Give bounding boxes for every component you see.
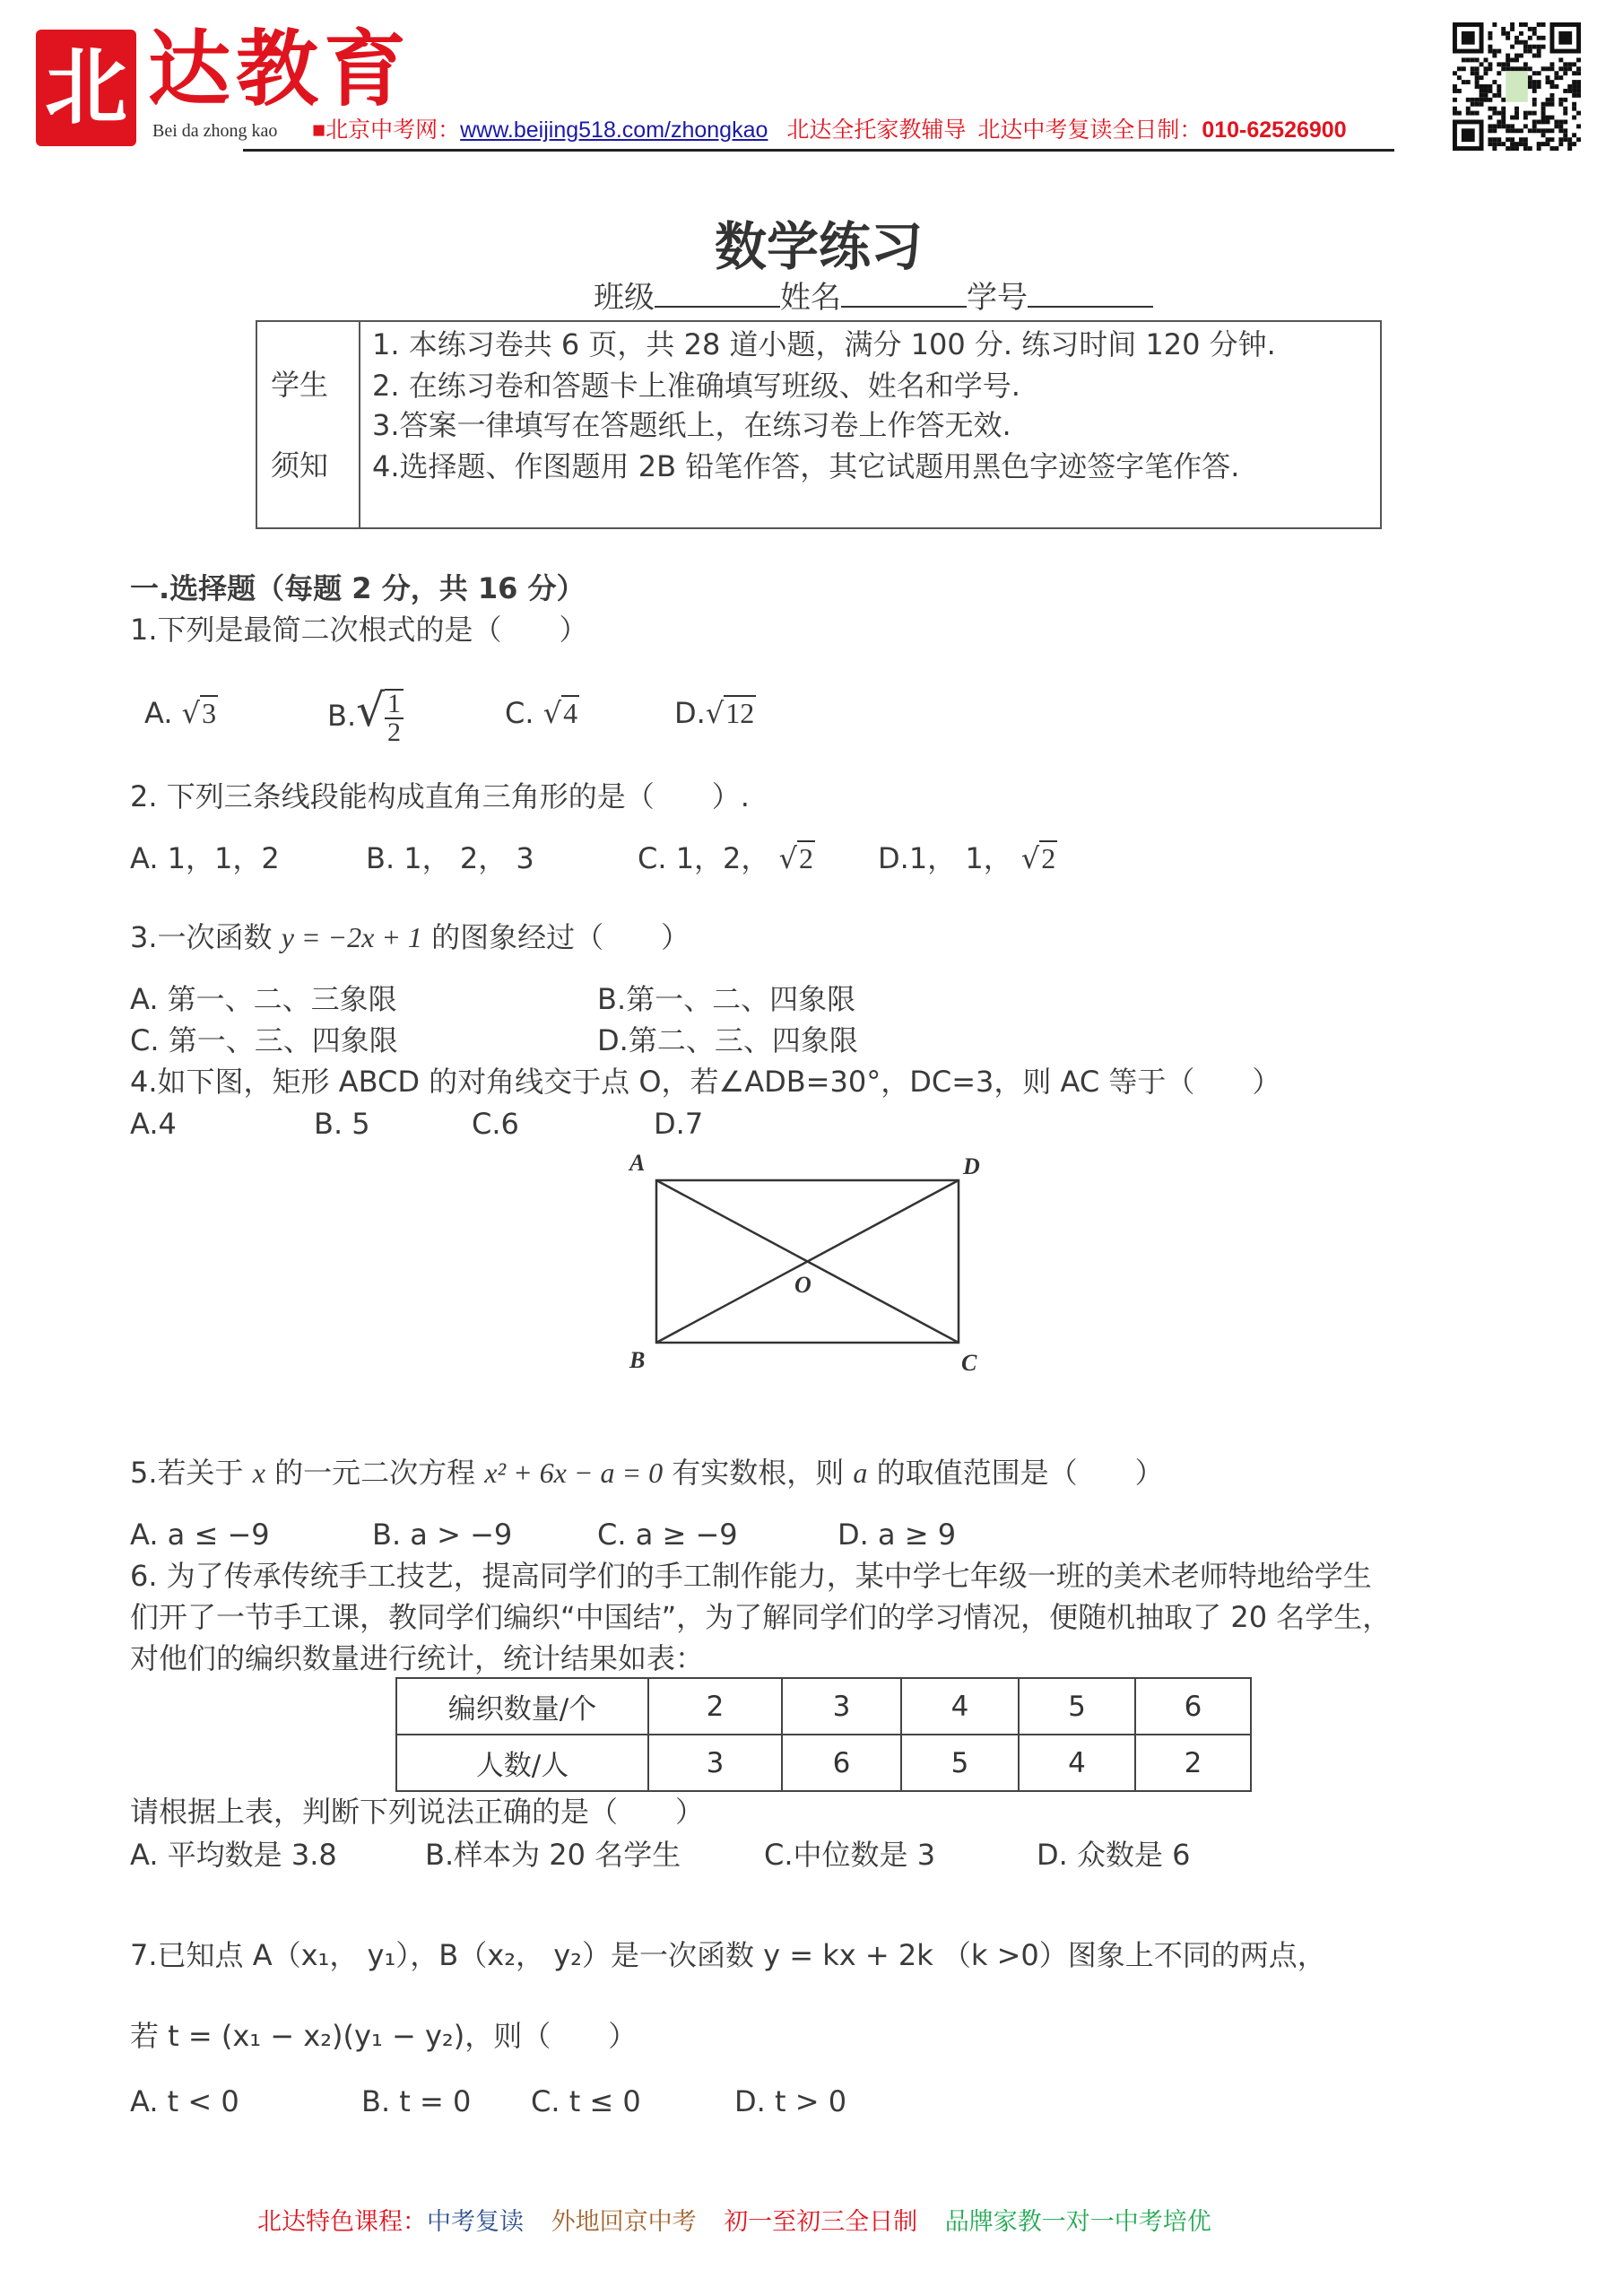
logo-text: 达教育	[148, 21, 412, 117]
q5-option-a[interactable]: A. a ≤ −9	[130, 1518, 270, 1552]
q6-option-b[interactable]: B.样本为 20 名学生	[425, 1838, 681, 1872]
q3-option-b[interactable]: B.第一、二、四象限	[597, 982, 856, 1016]
class-blank[interactable]	[655, 306, 780, 308]
q7-line2: 若 t = (x₁ − x₂)(y₁ − y₂)，则（ ）	[130, 2019, 638, 2053]
q4-option-d[interactable]: D.7	[654, 1107, 704, 1141]
q4-option-c[interactable]: C.6	[472, 1107, 519, 1141]
note-item: 3.答案一律填写在答题纸上，在练习卷上作答无效.	[372, 408, 1011, 442]
name-blank[interactable]	[841, 306, 967, 308]
header-info: ■北京中考网：www.beijing518.com/zhongkao 北达全托家教辅导 北达中考复读全日制：010-62526900	[312, 117, 1347, 143]
q7-line1: 7.已知点 A（x₁， y₁），B（x₂， y₂）是一次函数 y = kx + 2k （k >0）图象上不同的两点，	[130, 1938, 1326, 1972]
q2-option-c[interactable]: C. 1，2， √2	[638, 841, 813, 875]
q7-option-b[interactable]: B. t = 0	[361, 2084, 472, 2118]
site-link[interactable]: www.beijing518.com/zhongkao	[460, 117, 768, 143]
q2-option-b[interactable]: B. 1， 2， 3	[366, 841, 534, 875]
q1-text: 1.下列是最简二次根式的是（ ）	[130, 613, 588, 647]
table-row: 编织数量/个 2 3 4 5 6	[396, 1678, 1251, 1735]
q4-text: 4.如下图，矩形 ABCD 的对角线交于点 O，若∠ADB=30°，DC=3，则 AC 等于（ ）	[130, 1065, 1281, 1099]
note-item: 1. 本练习卷共 6 页，共 28 道小题，满分 100 分. 练习时间 120 分钟.	[372, 327, 1276, 361]
student-info-line: 班级 姓名 学号	[594, 280, 1153, 316]
label-a: A	[629, 1150, 646, 1176]
notes-box: 学生 须知 1. 本练习卷共 6 页，共 28 道小题，满分 100 分. 练习时间 120 分钟. 2. 在练习卷和答题卡上准确填写班级、姓名和学号. 3.答案一律填写在答题纸上，在练习卷上作答无效. 4.选择题、作图题用 2B 铅笔作答，其它试题用黑色字迹签字笔作答.	[256, 320, 1382, 529]
q6-option-c[interactable]: C.中位数是 3	[764, 1838, 936, 1872]
q2-option-a[interactable]: A. 1，1，2	[130, 841, 280, 875]
q2-text: 2. 下列三条线段能构成直角三角形的是（ ）.	[130, 779, 750, 813]
page-title: 数学练习	[714, 216, 923, 277]
q3-option-c[interactable]: C. 第一、三、四象限	[130, 1023, 398, 1057]
q1-option-a[interactable]: A. √3	[144, 696, 217, 730]
note-item: 4.选择题、作图题用 2B 铅笔作答，其它试题用黑色字迹签字笔作答.	[372, 449, 1240, 483]
q7-option-d[interactable]: D. t > 0	[734, 2084, 847, 2118]
q6-prompt: 请根据上表，判断下列说法正确的是（ ）	[130, 1795, 705, 1829]
q5-option-b[interactable]: B. a > −9	[372, 1518, 513, 1552]
q7-option-c[interactable]: C. t ≤ 0	[531, 2084, 641, 2118]
q2-option-d[interactable]: D.1， 1， √2	[878, 841, 1056, 875]
q3-option-d[interactable]: D.第二、三、四象限	[597, 1023, 858, 1057]
q4-option-a[interactable]: A.4	[130, 1107, 177, 1141]
knot-count-table	[395, 1677, 1252, 1792]
q5-option-c[interactable]: C. a ≥ −9	[597, 1518, 738, 1552]
q5-text: 5.若关于 x 的一元二次方程 x² + 6x − a = 0 有实数根，则 a 的取值范围是（ ）	[130, 1456, 1164, 1490]
label-d: D	[963, 1153, 980, 1179]
q3-text: 3.一次函数 y = −2x + 1 的图象经过（ ）	[130, 920, 690, 954]
q5-option-d[interactable]: D. a ≥ 9	[838, 1518, 957, 1552]
q6-option-d[interactable]: D. 众数是 6	[1037, 1838, 1191, 1872]
table-row: 人数/人 3 6 5 4 2	[396, 1735, 1251, 1791]
label-b: B	[629, 1347, 646, 1373]
q1-option-b[interactable]: B.√ $\frac{1}{2}$	[327, 674, 404, 752]
q1-option-d[interactable]: D.√12	[674, 696, 755, 730]
q7-option-a[interactable]: A. t < 0	[130, 2084, 239, 2118]
note-item: 2. 在练习卷和答题卡上准确填写班级、姓名和学号.	[372, 369, 1020, 403]
notes-divider	[359, 322, 360, 527]
footer-courses: 北达特色课程：中考复读 外地回京中考 初一至初三全日制 品牌家教一对一中考培优	[257, 2208, 1211, 2236]
rectangle-figure	[619, 1144, 995, 1377]
section-heading: 一.选择题（每题 2 分，共 16 分）	[130, 571, 586, 605]
header-divider	[243, 149, 1394, 152]
q1-option-c[interactable]: C. √4	[505, 696, 578, 730]
q4-option-b[interactable]: B. 5	[314, 1107, 370, 1141]
q6-line: 6. 为了传承传统手工技艺，提高同学们的手工制作能力，某中学七年级一班的美术老师特地给学生	[130, 1559, 1372, 1593]
q6-line: 对他们的编织数量进行统计，统计结果如表：	[130, 1641, 705, 1675]
logo-pinyin: Bei da zhong kao	[152, 121, 278, 141]
label-o: O	[794, 1272, 812, 1298]
q6-option-a[interactable]: A. 平均数是 3.8	[130, 1838, 337, 1872]
number-blank[interactable]	[1028, 306, 1153, 308]
label-c: C	[961, 1350, 977, 1376]
logo-mark: 北	[36, 30, 136, 146]
qr-code	[1453, 22, 1581, 151]
q6-line: 们开了一节手工课，教同学们编织“中国结”，为了解同学们的学习情况，便随机抽取了 20 名学生，	[130, 1600, 1392, 1634]
bullet-icon: ■	[312, 117, 326, 143]
q3-option-a[interactable]: A. 第一、二、三象限	[130, 982, 397, 1016]
